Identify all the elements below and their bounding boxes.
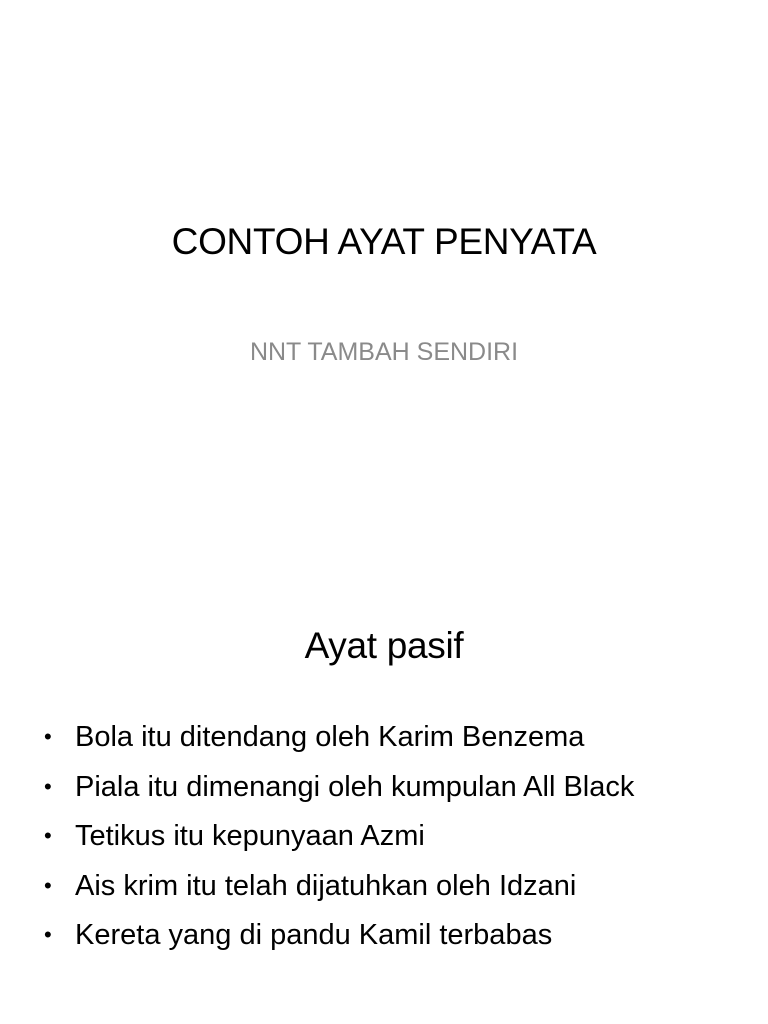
list-item-text: Bola itu ditendang oleh Karim Benzema	[75, 721, 585, 753]
list-item-text: Piala itu dimenangi oleh kumpulan All Black	[75, 770, 635, 803]
bullet-icon: •	[44, 922, 52, 947]
bullet-icon: •	[44, 872, 52, 898]
bullet-icon: •	[44, 823, 52, 848]
list-item-text: Ais krim itu telah dijatuhkan oleh Idzani	[75, 869, 577, 902]
list-item-text: Kereta yang di pandu Kamil terbabas	[75, 919, 553, 951]
slide-subtitle: NNT TAMBAH SENDIRI	[249, 338, 519, 366]
slide-passive-sentences	[0, 512, 768, 1024]
slide-title-heading: CONTOH AYAT PENYATA	[171, 221, 597, 262]
list-item	[44, 814, 634, 864]
list-item	[44, 765, 634, 815]
bullet-icon: •	[44, 773, 52, 799]
list-item	[44, 864, 634, 914]
list-item-text: Tetikus itu kepunyaan Azmi	[75, 820, 425, 852]
list-item	[44, 913, 634, 963]
list-item	[44, 715, 634, 765]
bullet-list	[44, 715, 634, 963]
slide-heading: Ayat pasif	[304, 625, 464, 666]
bullet-icon: •	[44, 724, 52, 749]
